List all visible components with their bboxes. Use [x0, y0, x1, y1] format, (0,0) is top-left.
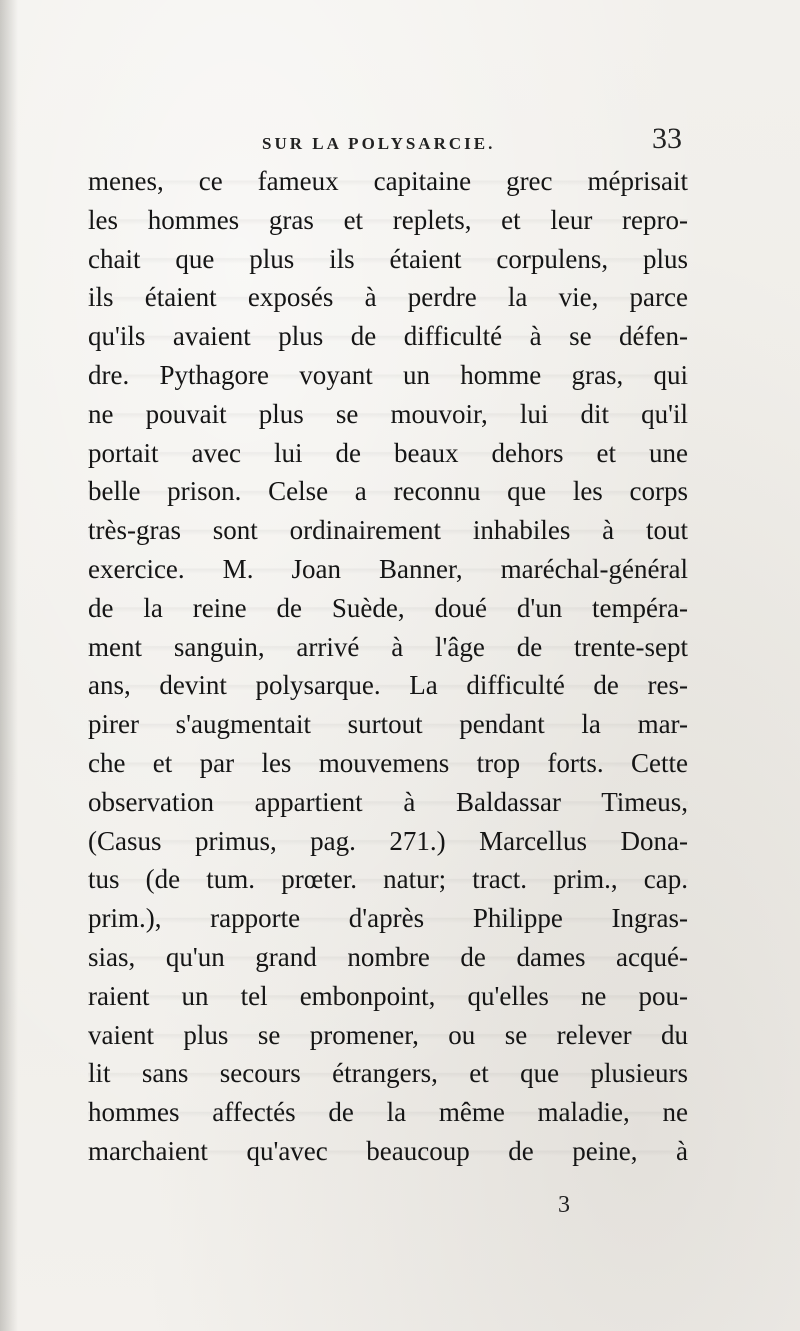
text-line: lit sans secours étrangers, et que plusieurs [88, 1058, 688, 1089]
text-line: marchaient qu'avec beaucoup de peine, à [88, 1135, 688, 1166]
text-line: menes, ce fameux capitaine grec méprisait [88, 166, 688, 196]
text-line: belle prison. Celse a reconnu que les corps [88, 476, 688, 507]
text-line: prim.), rapporte d'après Philippe Ingras- [88, 903, 688, 934]
text-line: portait avec lui de beaux dehors et une [88, 437, 688, 468]
text-line: ne pouvait plus se mouvoir, lui dit qu'il [88, 398, 688, 429]
text-line: raient un tel embonpoint, qu'elles ne pou- [88, 980, 688, 1011]
text-line: très-gras sont ordinairement inhabiles à tout [88, 515, 688, 546]
text-line: (Casus primus, pag. 271.) Marcellus Dona- [88, 825, 688, 856]
text-line: sias, qu'un grand nombre de dames acqué- [88, 941, 688, 972]
page-number: 33 [652, 122, 682, 155]
text-line: dre. Pythagore voyant un homme gras, qui [88, 359, 688, 390]
text-line: qu'ils avaient plus de difficulté à se défen- [88, 321, 688, 352]
text-line: de la reine de Suède, doué d'un tempéra- [88, 592, 688, 623]
signature-mark: 3 [558, 1192, 570, 1218]
text-line: che et par les mouvemens trop forts. Cette [88, 747, 688, 778]
text-line: vaient plus se promener, ou se relever du [88, 1019, 688, 1050]
text-line: ment sanguin, arrivé à l'âge de trente-sept [88, 631, 688, 662]
running-title: SUR LA POLYSARCIE. [262, 134, 496, 153]
running-head [0, 122, 800, 162]
text-line: exercice. M. Joan Banner, maréchal-général [88, 553, 688, 584]
text-line: chait que plus ils étaient corpulens, plus [88, 243, 688, 274]
text-line: les hommes gras et replets, et leur repro- [88, 204, 688, 235]
body-text [88, 162, 688, 1171]
text-line: ans, devint polysarque. La difficulté de res- [88, 670, 688, 701]
text-line: hommes affectés de la même maladie, ne [88, 1097, 688, 1128]
text-line: observation appartient à Baldassar Timeus, [88, 786, 688, 817]
text-line: tus (de tum. prœter. natur; tract. prim., cap. [88, 864, 688, 895]
text-line: ils étaient exposés à perdre la vie, parce [88, 282, 688, 313]
page-gutter-shadow [0, 0, 18, 1331]
text-line: pirer s'augmentait surtout pendant la mar- [88, 709, 688, 740]
